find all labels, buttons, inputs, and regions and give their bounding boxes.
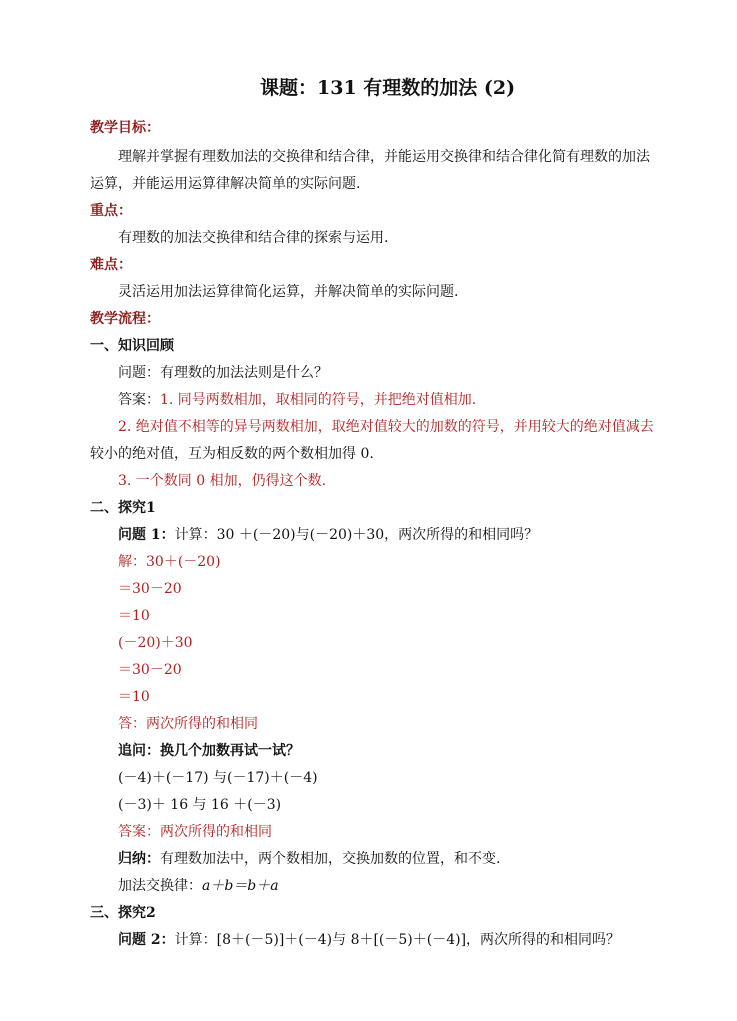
solution-line-6: ＝10 <box>118 689 150 705</box>
solution-label: 解： <box>118 554 146 570</box>
review-answer-3: 3. 一个数同 0 相加，仍得这个数. <box>118 473 327 489</box>
review-answer-2b: 较小的绝对值，互为相反数的两个数相加得 0. <box>90 446 374 462</box>
law-formula: a＋b＝b＋a <box>202 878 279 894</box>
answer-same-2: 答案：两次所得的和相同 <box>118 824 272 840</box>
review-heading: 一、知识回顾 <box>90 338 174 354</box>
solution-line-5: ＝30－20 <box>118 662 182 678</box>
review-question <box>118 363 328 383</box>
q2-label: 问题 2： <box>118 932 175 948</box>
objectives-line-2: 运算，并能运用运算律解决简单的实际问题. <box>90 176 361 192</box>
objectives-line-1: 理解并掌握有理数加法的交换律和结合律，并能运用交换律和结合律化简有理数的加法 <box>118 149 650 165</box>
question-text: 有理数的加法法则是什么？ <box>160 365 328 381</box>
follow-text: 换几个加数再试一试？ <box>160 743 300 759</box>
review-answer-1 <box>118 390 476 410</box>
follow-up-question <box>118 741 300 761</box>
q1-text: 计算：30 ＋(－20)与(－20)＋30，两次所得的和相同吗？ <box>174 527 539 543</box>
answer-same-1: 答：两次所得的和相同 <box>118 716 258 732</box>
key-points-text: 有理数的加法交换律和结合律的探索与运用. <box>118 230 389 246</box>
answer-1-text: 1. 同号两数相加，取相同的符号，并把绝对值相加. <box>160 392 477 408</box>
solution-line-4: (－20)＋30 <box>118 635 193 651</box>
page-title: 课题：131 有理数的加法 (2) <box>260 77 516 99</box>
solution-line-3: ＝10 <box>118 608 150 624</box>
example-2: (－3)＋ 16 与 16 ＋(－3) <box>118 797 282 813</box>
q2-text: 计算：[8＋(－5)]＋(－4)与 8＋[(－5)＋(－4)]，两次所得的和相同吗？ <box>174 932 621 948</box>
summary <box>118 849 500 869</box>
key-points-heading: 重点： <box>90 203 132 219</box>
explore-1-heading: 二、探究1 <box>90 500 156 516</box>
q1-label: 问题 1： <box>118 527 175 543</box>
solution-expr-1: 30＋(－20) <box>146 554 221 570</box>
example-1: (－4)＋(－17) 与(－17)＋(－4) <box>118 770 318 786</box>
solution-line-2: ＝30－20 <box>118 581 182 597</box>
explore-2-heading: 三、探究2 <box>90 905 156 921</box>
objectives-heading: 教学目标： <box>90 120 160 136</box>
question-label: 问题： <box>118 365 160 381</box>
answer-label: 答案： <box>118 392 160 408</box>
explore-1-question <box>118 525 538 545</box>
explore-2-question <box>118 930 620 950</box>
difficulties-text: 灵活运用加法运算律简化运算，并解决简单的实际问题. <box>118 284 459 300</box>
solution-line-1 <box>118 552 221 572</box>
difficulties-heading: 难点： <box>90 257 132 273</box>
summary-text: 有理数加法中，两个数相加，交换加数的位置，和不变. <box>160 851 501 867</box>
follow-label: 追问： <box>118 743 160 759</box>
review-answer-2a: 2. 绝对值不相等的异号两数相加，取绝对值较大的加数的符号，并用较大的绝对值减去 <box>118 419 654 435</box>
law-label: 加法交换律： <box>118 878 202 894</box>
summary-label: 归纳： <box>118 851 160 867</box>
commutative-law <box>118 876 279 896</box>
process-heading: 教学流程： <box>90 311 160 327</box>
